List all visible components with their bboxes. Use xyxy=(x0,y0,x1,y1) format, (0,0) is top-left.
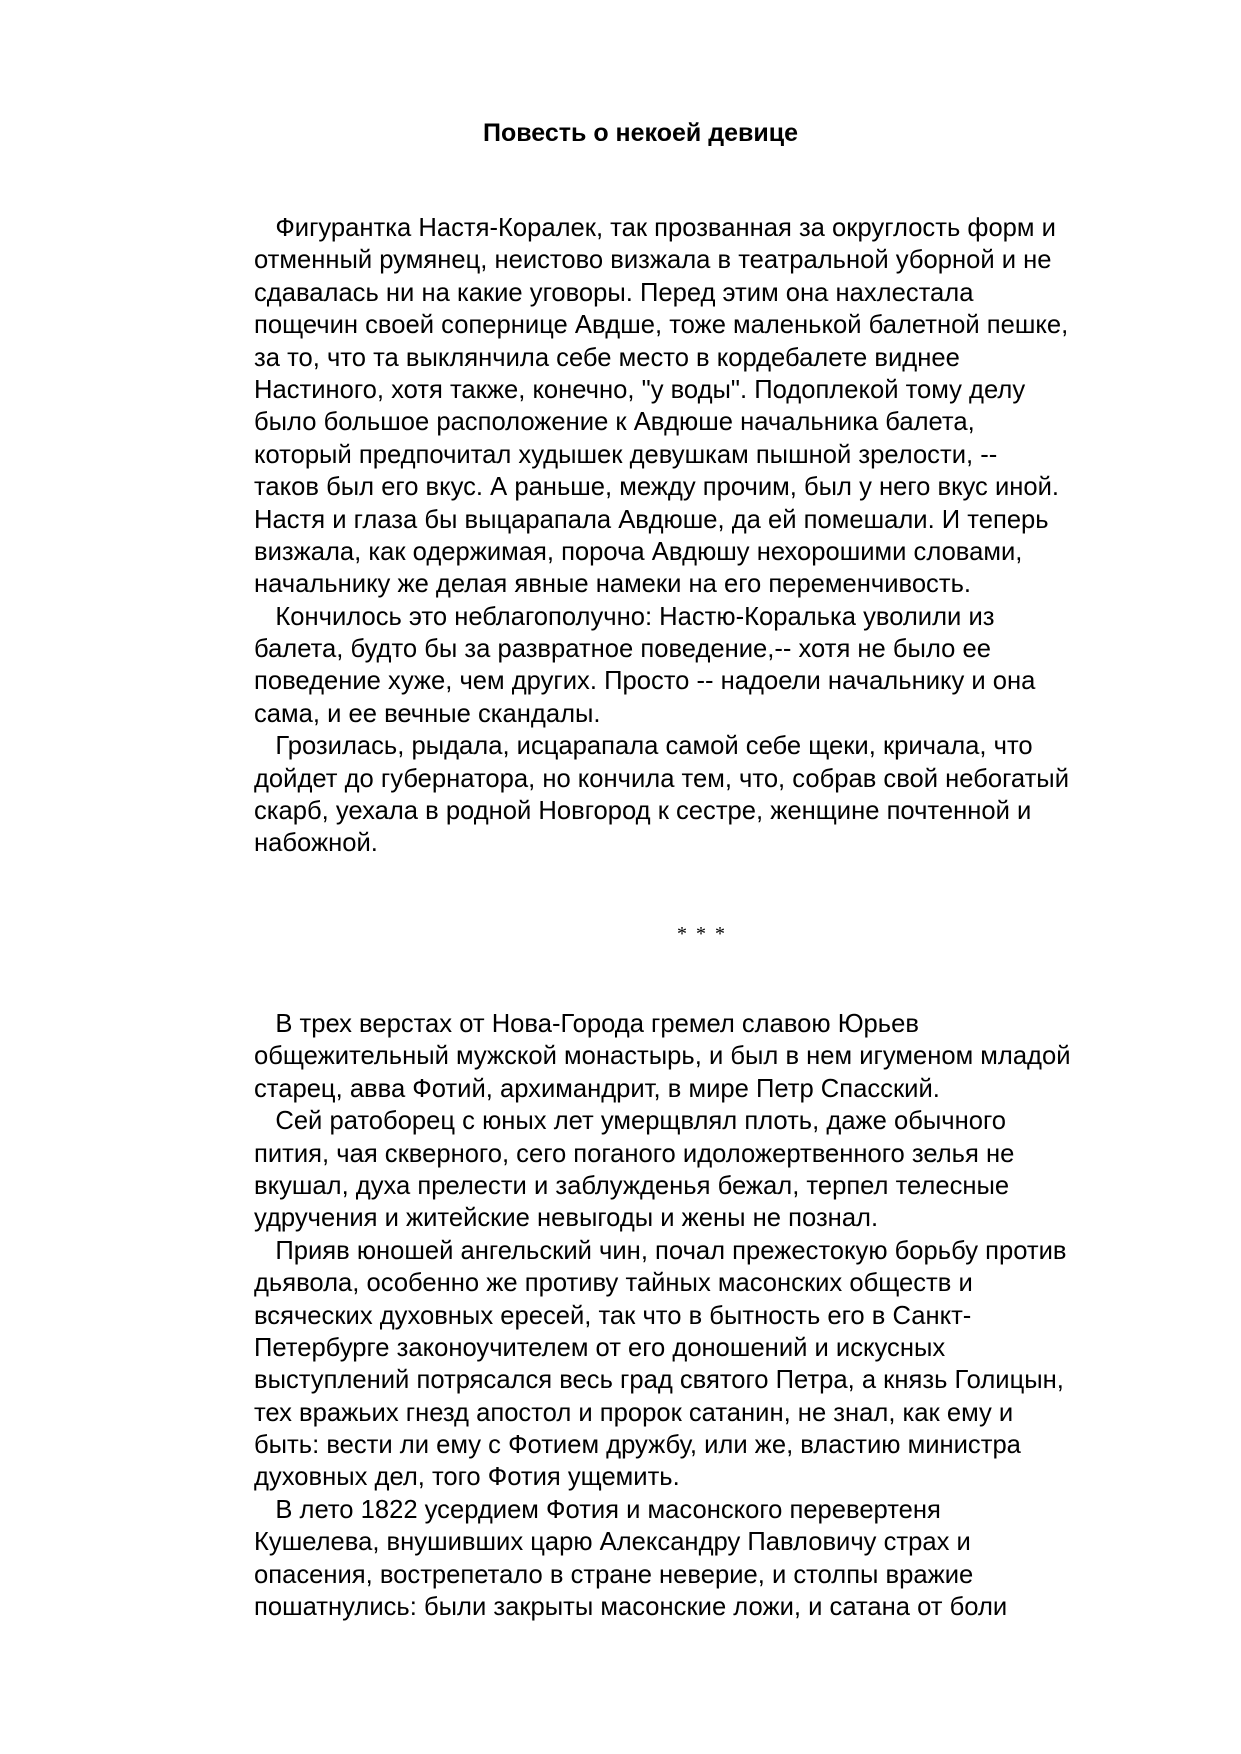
document-title: Повесть о некоей девице xyxy=(483,119,798,147)
text-line: Сей ратоборец с юных лет умерщвлял плоть, даже обычного xyxy=(254,1107,1006,1136)
text-line: Настя и глаза бы выцарапала Авдюше, да ей помешали. И теперь xyxy=(254,505,1049,534)
text-line: Прияв юношей ангельский чин, почал прежестокую борьбу против xyxy=(254,1236,1067,1265)
text-line: сама, и ее вечные скандалы. xyxy=(254,699,601,728)
text-line: общежительный мужской монастырь, и был в нем игуменом младой xyxy=(254,1042,1071,1071)
text-line: таков был его вкус. А раньше, между прочим, был у него вкус иной. xyxy=(254,473,1060,502)
text-line: вкушал, духа прелести и заблужденья бежал, терпел телесные xyxy=(254,1171,1010,1200)
text-line: набожной. xyxy=(254,829,378,858)
text-line: было большое расположение к Авдюше начальника балета, xyxy=(254,408,975,437)
text-line: Настиного, хотя также, конечно, "у воды". Подоплекой тому делу xyxy=(254,375,1026,404)
text-line: пошатнулись: были закрыты масонские ложи, и сатана от боли xyxy=(254,1593,1008,1622)
text-line: всяческих духовных ересей, так что в бытность его в Санкт- xyxy=(254,1301,972,1330)
text-line: балета, будто бы за развратное поведение,-- хотя не было ее xyxy=(254,635,991,664)
text-section-2 xyxy=(254,1008,1154,1623)
text-line: отменный румянец, неистово визжала в театральной уборной и не xyxy=(254,246,1052,275)
text-line: Кушелева, внушивших царю Александру Павловичу страх и xyxy=(254,1528,971,1557)
section-separator: * * * xyxy=(677,923,727,945)
text-line: духовных дел, того Фотия ущемить. xyxy=(254,1463,680,1492)
text-line: В трех верстах от Нова-Города гремел славою Юрьев xyxy=(254,1010,919,1038)
text-line: Кончилось это неблагополучно: Настю-Коралька уволили из xyxy=(254,602,995,631)
text-line: сдавалась ни на какие уговоры. Перед этим она нахлестала xyxy=(254,278,974,307)
text-line: опасения, вострепетало в стране неверие, и столпы вражие xyxy=(254,1560,974,1589)
text-line: Грозилась, рыдала, исцарапала самой себе щеки, кричала, что xyxy=(254,732,1033,761)
text-line: тех вражьих гнезд апостол и пророк сатанин, не знал, как ему и xyxy=(254,1398,1014,1427)
text-line: Петербурге законоучителем от его доношений и искусных xyxy=(254,1333,946,1362)
text-line: начальнику же делая явные намеки на его переменчивость. xyxy=(254,570,972,599)
text-line: выступлений потрясался весь град святого Петра, а князь Голицын, xyxy=(254,1366,1064,1395)
text-line: визжала, как одержимая, пороча Авдюшу нехорошими словами, xyxy=(254,537,1023,566)
text-line: который предпочитал худышек девушкам пышной зрелости, -- xyxy=(254,440,998,469)
text-line: быть: вести ли ему с Фотием дружбу, или же, властию министра xyxy=(254,1431,1021,1460)
text-line: пития, чая скверного, сего поганого идоложертвенного зелья не xyxy=(254,1139,1015,1168)
text-line: дойдет до губернатора, но кончила тем, что, собрав свой небогатый xyxy=(254,764,1070,793)
text-line: скарб, уехала в родной Новгород к сестре, женщине почтенной и xyxy=(254,797,1032,826)
text-line: поведение хуже, чем других. Просто -- надоели начальнику и она xyxy=(254,667,1036,696)
text-line: за то, что та выклянчила себе место в кордебалете виднее xyxy=(254,343,960,372)
text-line: дьявола, особенно же противу тайных масонских обществ и xyxy=(254,1269,973,1298)
text-section-1 xyxy=(254,212,1154,860)
text-line: Фигурантка Настя-Коралек, так прозванная за округлость форм и xyxy=(254,214,1056,242)
text-line: В лето 1822 усердием Фотия и масонского перевертеня xyxy=(254,1495,941,1524)
text-line: удручения и житейские невыгоды и жены не познал. xyxy=(254,1204,879,1233)
text-line: старец, авва Фотий, архимандрит, в мире Петр Спасский. xyxy=(254,1074,940,1103)
text-line: пощечин своей сопернице Авдше, тоже маленькой балетной пешке, xyxy=(254,311,1069,340)
